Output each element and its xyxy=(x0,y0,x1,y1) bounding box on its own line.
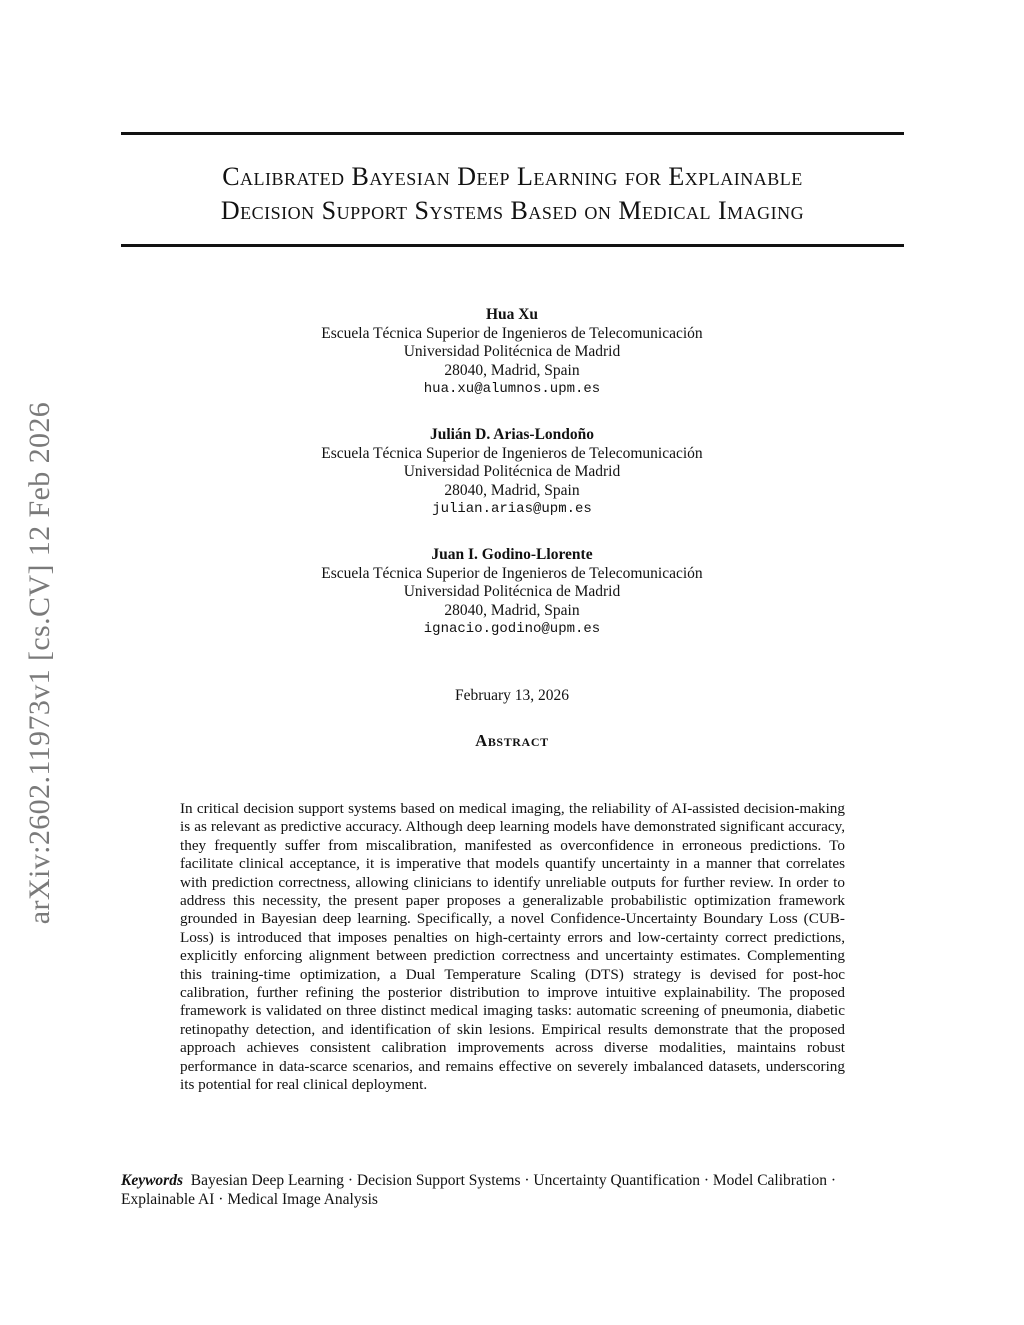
author-email: ignacio.godino@upm.es xyxy=(423,621,601,637)
author-name: Hua Xu xyxy=(485,306,539,323)
keywords-label: Keywords xyxy=(121,1172,183,1189)
author-address: 28040, Madrid, Spain xyxy=(444,481,580,499)
author-email: julian.arias@upm.es xyxy=(432,501,592,517)
paper-title-line-1: Calibrated Bayesian Deep Learning for Explainable xyxy=(222,162,803,191)
author-name: Juan I. Godino-Llorente xyxy=(431,546,593,563)
arxiv-identifier-stamp: arXiv:2602.11973v1 [cs.CV] 12 Feb 2026 xyxy=(23,401,56,925)
paper-title xyxy=(121,160,904,228)
author-school: Escuela Técnica Superior de Ingenieros de Telecomunicación xyxy=(321,324,703,342)
author-block-2 xyxy=(212,426,812,519)
author-block-3 xyxy=(212,546,812,639)
author-university: Universidad Politécnica de Madrid xyxy=(403,463,621,480)
title-top-rule xyxy=(121,132,904,135)
keywords-list: Bayesian Deep Learning · Decision Support Systems · Uncertainty Quantification · Model Calibration · Explainable AI · Medical Image Analysis xyxy=(121,1172,836,1208)
abstract-heading: Abstract xyxy=(475,731,549,750)
author-email: hua.xu@alumnos.upm.es xyxy=(423,381,601,397)
keywords-section xyxy=(121,1171,906,1209)
author-address: 28040, Madrid, Spain xyxy=(444,361,580,379)
author-name: Julián D. Arias-Londoño xyxy=(429,426,595,443)
paper-title-line-2: Decision Support Systems Based on Medical Imaging xyxy=(220,196,805,225)
author-university: Universidad Politécnica de Madrid xyxy=(403,583,621,600)
author-address: 28040, Madrid, Spain xyxy=(444,601,580,619)
author-school: Escuela Técnica Superior de Ingenieros de Telecomunicación xyxy=(321,564,703,582)
author-university: Universidad Politécnica de Madrid xyxy=(403,343,621,360)
title-bottom-rule xyxy=(121,244,904,247)
author-block-1 xyxy=(212,306,812,399)
author-school: Escuela Técnica Superior de Ingenieros de Telecomunicación xyxy=(321,444,703,462)
publication-date: February 13, 2026 xyxy=(454,687,570,704)
abstract-text: In critical decision support systems based on medical imaging, the reliability of AI-assisted decision-making is as relevant as predictive accuracy. Although deep learning models have demonstrated significant accuracy, they frequently suffer from miscalibration, manifested as overconfidence in erroneous predictions. To facilitate clinical acceptance, it is imperative that models quantify uncertainty in a manner that correlates with prediction correctness, allowing clinicians to identify unreliable outputs for further review. In order to address this necessity, the present paper proposes a generalizable probabilistic optimization framework grounded in Bayesian deep learning. Specifically, a novel Confidence-Uncertainty Boundary Loss (CUB-Loss) is introduced that imposes penalties on high-certainty errors and low-certainty correct predictions, explicitly enforcing alignment between prediction correctness and uncertainty estimates. Complementing this training-time optimization, a Dual Temperature Scaling (DTS) strategy is devised for post-hoc calibration, further refining the posterior distribution to improve intuitive explainability. The proposed framework is validated on three distinct medical imaging tasks: automatic screening of pneumonia, diabetic retinopathy detection, and identification of skin lesions. Empirical results demonstrate that the proposed approach achieves consistent calibration improvements across diverse modalities, maintains robust performance in data-scarce scenarios, and remains effective on severely imbalanced datasets, underscoring its potential for real clinical deployment. xyxy=(180,800,845,1094)
